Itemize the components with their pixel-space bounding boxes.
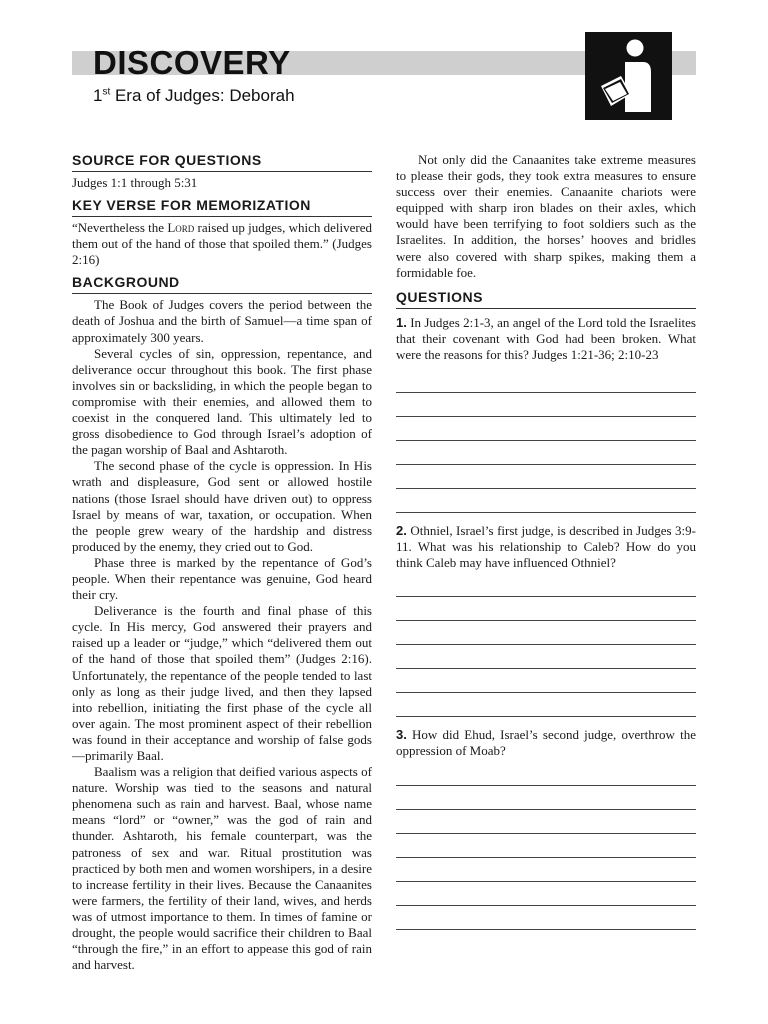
source-section bbox=[72, 152, 372, 191]
page-title: DISCOVERY bbox=[93, 44, 291, 81]
question-text bbox=[396, 727, 696, 759]
question-body: In Judges 2:1-3, an angel of the Lord told the Israelites that their covenant with God had been broken. What were the reasons for this? Judges 1:21-36; 2:10-23 bbox=[396, 314, 696, 362]
answer-line[interactable] bbox=[396, 906, 696, 930]
questions-section bbox=[396, 289, 696, 930]
page-subtitle bbox=[93, 86, 295, 106]
subtitle-text: Era of Judges: Deborah bbox=[110, 86, 295, 105]
answer-line[interactable] bbox=[396, 393, 696, 417]
background-paragraph: Several cycles of sin, oppression, repentance, and deliverance occur throughout this book. The first phase involves sin or backsliding, in which the people began to compromise with their enemies, and allowed them to coexist in the conquered land. This ultimately led to gross disobedience to God through Israel’s adoption of the pagan worship of Baal and Ashtaroth. bbox=[72, 345, 372, 458]
subtitle-number: 1 bbox=[93, 86, 103, 105]
key-verse-lord: Lord bbox=[167, 220, 195, 236]
answer-line[interactable] bbox=[396, 465, 696, 489]
background-heading: BACKGROUND bbox=[72, 274, 372, 294]
background-continued: Not only did the Canaanites take extreme measures to please their gods, they took extra measures to ensure success over their enemies. Canaanite chariots were equipped with sharp iron blades on their axles, which would have been terrifying to foot soldiers such as the Israelites. In addition, the horses’ hooves and bridles were also covered with sharp spikes, making them a formidable foe. bbox=[396, 152, 696, 280]
key-verse-end: raised up judges, which delivered them out of the hand of those that spoiled them.” (Judges 2:16) bbox=[72, 220, 372, 268]
answer-line[interactable] bbox=[396, 597, 696, 621]
memorization-heading: KEY VERSE FOR MEMORIZATION bbox=[72, 197, 372, 217]
answer-line[interactable] bbox=[396, 762, 696, 786]
answer-line[interactable] bbox=[396, 810, 696, 834]
background-paragraph: Deliverance is the fourth and final phase of this cycle. In His mercy, God answered their prayers and raised up a leader or “judge,” which “delivered them out of the hand of those that spoiled them” (Judges 2:16). Unfortunately, the repentance of the people tended to last only as long as their judge lived, and then they lapsed into rebellion, initiating the first phase of the cycle all over again. The most prominent aspect of their rebellion was found in their acceptance and worship of false gods—primarily Baal. bbox=[72, 603, 372, 763]
question-number: 2. bbox=[396, 523, 407, 539]
right-column bbox=[396, 152, 696, 940]
question-1 bbox=[396, 315, 696, 513]
questions-heading: QUESTIONS bbox=[396, 289, 696, 309]
answer-line[interactable] bbox=[396, 489, 696, 513]
question-body: How did Ehud, Israel’s second judge, overthrow the oppression of Moab? bbox=[396, 727, 696, 759]
answer-line[interactable] bbox=[396, 441, 696, 465]
background-paragraph: Baalism was a religion that deified various aspects of nature. Worship was tied to the seasons and natural phenomena such as rain and harvest. Baal, whose name means “lord” or “owner,” was the god of rain and thunder. Ashtaroth, his female counterpart, was the patroness of sex and war. Ritual prostitution was practiced by both men and women worshipers, in a desire to increase fertility in their lives. Because the Canaanites were farmers, the fertility of their land, wives, and herds was of utmost importance to them. In times of famine or drought, the people would sacrifice their children to Baal “through the fire,” in an effort to appease this god of rain and harvest. bbox=[72, 764, 372, 973]
answer-line[interactable] bbox=[396, 645, 696, 669]
answer-line[interactable] bbox=[396, 834, 696, 858]
key-verse bbox=[72, 220, 372, 268]
answer-line[interactable] bbox=[396, 786, 696, 810]
left-column bbox=[72, 152, 372, 973]
answer-line[interactable] bbox=[396, 417, 696, 441]
question-body: Othniel, Israel’s first judge, is described in Judges 3:9-11. What was his relationship to Caleb? How do you think Caleb may have influenced Othniel? bbox=[396, 523, 696, 571]
subtitle-ordinal: st bbox=[102, 86, 111, 98]
question-3 bbox=[396, 727, 696, 929]
answer-line[interactable] bbox=[396, 693, 696, 717]
answer-line[interactable] bbox=[396, 369, 696, 393]
answer-line[interactable] bbox=[396, 858, 696, 882]
answer-line[interactable] bbox=[396, 573, 696, 597]
source-text: Judges 1:1 through 5:31 bbox=[72, 175, 198, 190]
answer-line[interactable] bbox=[396, 882, 696, 906]
question-text bbox=[396, 523, 696, 571]
question-number: 3. bbox=[396, 727, 407, 743]
background-section bbox=[72, 274, 372, 973]
person-reading-icon bbox=[585, 32, 672, 120]
question-number: 1. bbox=[396, 314, 407, 330]
question-2 bbox=[396, 523, 696, 717]
key-verse-start: “Nevertheless the bbox=[72, 220, 168, 236]
background-paragraph: The Book of Judges covers the period between the death of Joshua and the birth of Samuel—a time span of approximately 300 years. bbox=[72, 297, 372, 345]
answer-line[interactable] bbox=[396, 621, 696, 645]
source-heading: SOURCE FOR QUESTIONS bbox=[72, 152, 372, 172]
background-paragraph: The second phase of the cycle is oppression. In His wrath and displeasure, God sent or allowed hostile nations (those Israel should have driven out) to oppress Israel by means of war, taxation, or occupation. When the people grew weary of the hardship and distress produced by the enemy, they cried out to God. bbox=[72, 458, 372, 554]
answer-line[interactable] bbox=[396, 669, 696, 693]
background-paragraph: Phase three is marked by the repentance of God’s people. When their repentance was genuine, God heard their cry. bbox=[72, 554, 372, 603]
answer-lines[interactable] bbox=[396, 573, 696, 717]
answer-lines[interactable] bbox=[396, 762, 696, 930]
question-text bbox=[396, 315, 696, 363]
answer-lines[interactable] bbox=[396, 369, 696, 513]
memorization-section bbox=[72, 197, 372, 268]
